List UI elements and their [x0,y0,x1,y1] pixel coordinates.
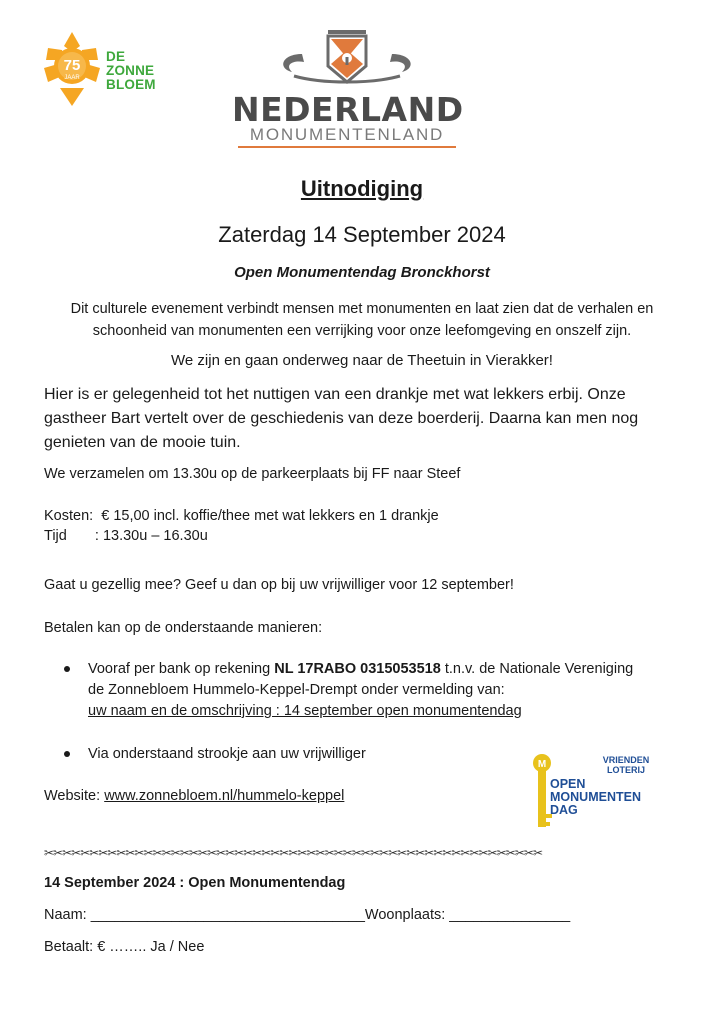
time-value: : 13.30u – 16.30u [94,528,208,544]
omd-top-line-1: VRIENDEN [602,755,650,765]
costs-label: Kosten: [44,508,94,524]
omd-line-3: DAG [550,803,578,817]
sunflower-icon [40,28,104,112]
time-label: Tijd [44,528,67,544]
website-row [44,786,344,806]
nederland-monumentenland-logo [232,24,462,152]
slip-paid-field[interactable]: Betaalt: € …….. Ja / Nee [44,939,205,955]
zonnebloem-line-2: ZONNE [106,63,155,78]
payment-bank-suffix: t.n.v. de Nationale Vereniging [440,661,634,677]
cut-line: ✂✂✂✂✂✂✂✂✂✂✂✂✂✂✂✂✂✂✂✂✂✂✂✂✂✂✂✂✂✂✂✂✂✂✂✂✂✂✂✂✂✂✂✂✂✂✂✂✂✂✂✂✂✂✂ [44,846,543,860]
slip-title: 14 September 2024 : Open Monumentendag [44,875,346,891]
payment-slip-text: Via onderstaand strookje aan uw vrijwilliger [88,746,366,762]
key-letter: M [537,759,547,770]
payment-bank-line-1 [88,659,633,679]
zonnebloem-line-1: DE [106,49,126,64]
payment-intro: Betalen kan op de onderstaande manieren: [44,620,323,636]
time-row [44,526,208,546]
slip-name-field[interactable]: Naam: __________________________________Woonplaats: _______________ [44,907,571,923]
omd-line-1: OPEN [550,777,586,791]
payment-bank-line-2: de Zonnebloem Hummelo-Keppel-Drempt onder vermelding van: [88,682,505,698]
bullet [64,751,70,757]
costs-row [44,506,439,526]
website-link[interactable]: www.zonnebloem.nl/hummelo-keppel [104,788,345,804]
zonnebloem-years: 75 [63,57,81,74]
website-label: Website: [44,788,105,804]
costs-value: € 15,00 incl. koffie/thee met wat lekkers en 1 drankje [101,508,439,524]
zonnebloem-line-3: BLOEM [106,77,156,92]
description-line-1: Hier is er gelegenheid tot het nuttigen van een drankje met wat lekkers erbij. Onze [44,386,626,403]
description-line-2: gastheer Bart vertelt over de geschiedenis van deze boerderij. Daarna kan men nog [44,410,639,427]
intro-line-2: schoonheid van monumenten een verrijking voor onze leefomgeving en onszelf zijn. [92,323,632,339]
zonnebloem-years-label: JAAR [64,75,80,81]
logo-underline [238,146,456,148]
zonnebloem-wordmark [106,50,156,92]
event-date: Zaterdag 14 September 2024 [218,222,506,247]
open-monumentendag-logo [530,752,660,834]
intro-line-1: Dit culturele evenement verbindt mensen met monumenten en laat zien dat de verhalen en [70,301,654,317]
destination-line: We zijn en gaan onderweg naar de Theetuin in Vierakker! [171,352,553,369]
zonnebloem-logo [40,28,185,112]
payment-bank-line-3: uw naam en de omschrijving : 14 september open monumentendag [88,703,522,719]
event-title: Open Monumentendag Bronckhorst [234,264,490,281]
monumentenland-subtitle: MONUMENTENLAND [249,125,445,144]
signup-text: Gaat u gezellig mee? Geef u dan op bij uw vrijwilliger voor 12 september! [44,577,514,593]
meeting-point: We verzamelen om 13.30u op de parkeerplaats bij FF naar Steef [44,466,461,482]
nederland-title: NEDERLAND [232,90,464,129]
invitation-heading: Uitnodiging [300,176,424,201]
monument-crest-icon [232,24,462,90]
omd-top-line-2: LOTERIJ [606,765,646,775]
bank-account-number: NL 17RABO 0315053518 [274,661,441,677]
key-icon [530,752,660,834]
bullet [64,666,70,672]
description-line-3: genieten van de mooie tuin. [44,434,241,451]
omd-line-2: MONUMENTEN [550,790,641,804]
payment-bank-prefix: Vooraf per bank op rekening [88,661,275,677]
